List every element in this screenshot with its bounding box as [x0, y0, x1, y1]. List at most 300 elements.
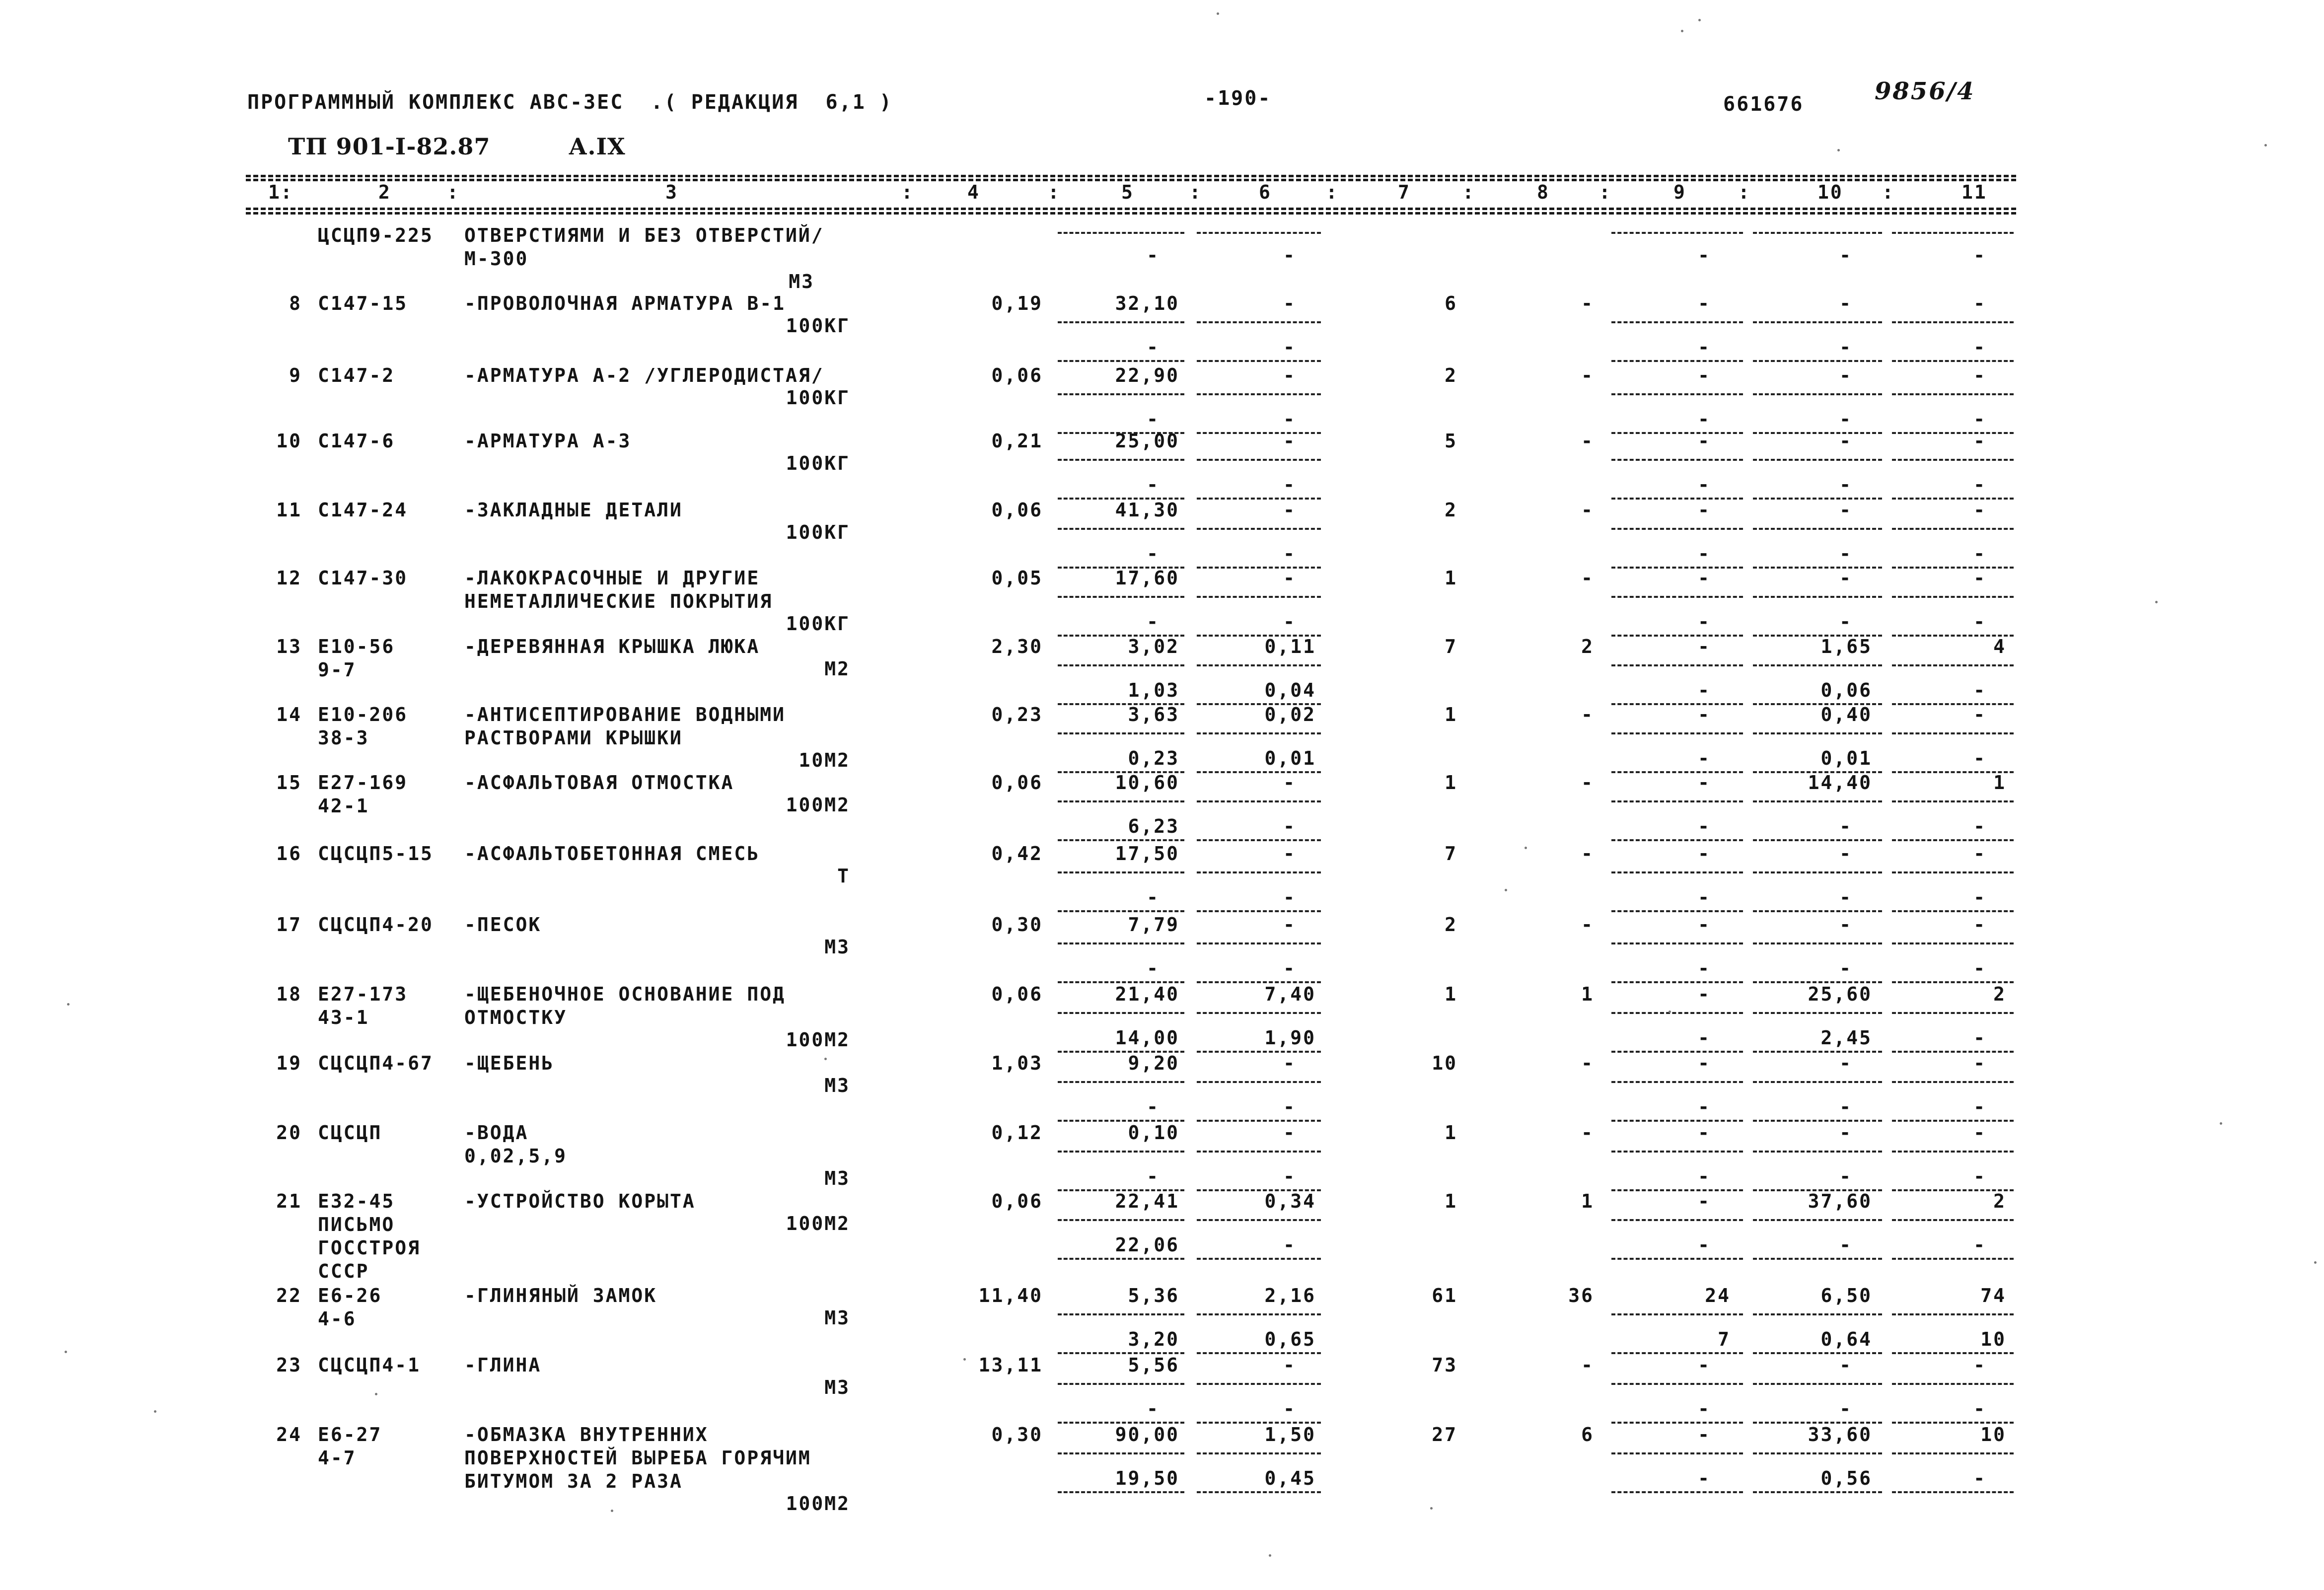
cell-c9-top: -	[1698, 1052, 1711, 1074]
cell-c9-bottom: -	[1698, 815, 1711, 837]
column-header-9: 9	[1673, 181, 1686, 203]
cell-c10-top: -	[1839, 567, 1852, 589]
cell-rule-c9	[1611, 528, 1743, 530]
row-unit: М3	[824, 1167, 850, 1189]
cell-c10-top: 37,60	[1808, 1190, 1872, 1212]
cell-col7: 7	[1445, 636, 1457, 657]
cell-col4: 0,05	[991, 567, 1043, 589]
cell-rule-c9-2	[1611, 703, 1743, 705]
cell-rule-c10	[1753, 800, 1882, 802]
cell-rule-c6	[1197, 1081, 1321, 1083]
scan-speck	[1217, 12, 1219, 15]
column-header-5: 5	[1121, 181, 1134, 203]
cell-rule-c11	[1892, 871, 2014, 873]
cell-c6-top: -	[1283, 364, 1296, 386]
cell-c11-bottom: -	[1973, 1027, 1986, 1049]
cell-c11-bottom: -	[1973, 1165, 1986, 1187]
cell-c6-bottom: 0,01	[1264, 747, 1316, 769]
cell-rule-c10	[1753, 1151, 1882, 1153]
cell-c5-bottom: -	[1147, 1096, 1160, 1118]
cell-rule-c6	[1197, 528, 1321, 530]
row-number: 22	[276, 1285, 302, 1306]
cell-rule-c5	[1058, 321, 1184, 323]
row-number: 23	[276, 1354, 302, 1376]
cell-c5: -	[1147, 244, 1160, 266]
cell-rule-c10	[1753, 1012, 1882, 1014]
cell-rule-c9	[1611, 1383, 1743, 1385]
row-number: 15	[276, 772, 302, 794]
cell-c9-bottom: -	[1698, 408, 1711, 430]
cell-c6-top: 2,16	[1264, 1285, 1316, 1306]
row-unit: М3	[824, 1075, 850, 1096]
cell-rule-c9	[1611, 1219, 1743, 1221]
cell-rule-c5	[1058, 1452, 1184, 1454]
cell-c11-bottom: -	[1973, 1096, 1986, 1118]
cell-c6-bottom: -	[1283, 408, 1296, 430]
cell-rule-c6-2	[1197, 1491, 1321, 1493]
cell-rule-c9	[1611, 732, 1743, 734]
cell-c6-top: 0,11	[1264, 636, 1316, 657]
row-unit: М2	[824, 658, 850, 680]
cell-rule-c5-2	[1058, 1258, 1184, 1260]
row-unit: 100КГ	[786, 521, 850, 543]
cell-col8: -	[1581, 914, 1594, 936]
row-code: 9-7	[318, 659, 357, 681]
scan-speck	[2155, 601, 2158, 603]
cell-rule-c9	[1611, 1081, 1743, 1083]
cell-c10-bottom: -	[1839, 474, 1852, 496]
scan-speck	[154, 1410, 156, 1413]
cell-c5-top: 22,41	[1115, 1190, 1179, 1212]
row-code: С147-15	[318, 292, 408, 314]
cell-rule-c5	[1058, 528, 1184, 530]
cell-c9-bottom: -	[1698, 543, 1711, 565]
cell-rule-c5	[1058, 393, 1184, 395]
column-separator: :	[1462, 181, 1475, 203]
cell-col7: 6	[1445, 292, 1457, 314]
cell-rule-c11-2	[1892, 839, 2014, 841]
cell-rule-c9-2	[1611, 360, 1743, 362]
cell-col4: 0,12	[991, 1122, 1043, 1144]
cell-rule-c9	[1611, 871, 1743, 873]
cell-rule-c9-2	[1611, 635, 1743, 637]
cell-rule-c10-2	[1753, 360, 1882, 362]
cell-c11-top: 2	[1993, 983, 2006, 1005]
row-unit-prev: М3	[789, 271, 814, 292]
cell-rule-c9-2	[1611, 1051, 1743, 1053]
cell-c10-top: 25,60	[1808, 983, 1872, 1005]
cell-rule-c6	[1197, 321, 1321, 323]
cell-rule-c11-2	[1892, 703, 2014, 705]
cell-rule-c5-2	[1058, 910, 1184, 912]
cell-rule-c11-2	[1892, 432, 2014, 434]
cell-c5-top: 32,10	[1115, 292, 1179, 314]
row-number: 17	[276, 914, 302, 936]
cell-c5-top: 3,63	[1128, 704, 1179, 725]
cell-col7: 1	[1445, 704, 1457, 725]
column-separator: :	[447, 181, 460, 203]
cell-c6-top: -	[1283, 567, 1296, 589]
cell-rule-c11-2	[1892, 1352, 2014, 1354]
cell-c6-bottom: 1,90	[1264, 1027, 1316, 1049]
cell-col7: 2	[1445, 364, 1457, 386]
cell-c6-bottom: 0,04	[1264, 679, 1316, 701]
cell-rule-c9	[1611, 321, 1743, 323]
cell-col7: 7	[1445, 843, 1457, 865]
cell-c5-bottom: -	[1147, 474, 1160, 496]
cell-c6-top: -	[1283, 430, 1296, 452]
cell-c6-top: -	[1283, 772, 1296, 794]
cell-rule-c10	[1753, 1313, 1882, 1315]
column-header-10: 10	[1817, 181, 1843, 203]
cell-c6-bottom: -	[1283, 1096, 1296, 1118]
cell-c5-bottom: -	[1147, 886, 1160, 908]
row-name: -ГЛИНЯНЫЙ ЗАМОК	[464, 1285, 657, 1306]
cell-rule-c10-2	[1753, 1120, 1882, 1122]
row-number: 18	[276, 983, 302, 1005]
cell-c5-top: 17,50	[1115, 843, 1179, 865]
cell-c9-top: -	[1698, 983, 1711, 1005]
cell-c9-top: -	[1698, 1354, 1711, 1376]
cell-rule-c5	[1058, 1012, 1184, 1014]
row-name: -ПЕСОК	[464, 914, 542, 936]
cell-col8: -	[1581, 1122, 1594, 1144]
cell-c6-bottom: -	[1283, 543, 1296, 565]
row-name: -АСФАЛЬТОВАЯ ОТМОСТКА	[464, 772, 734, 794]
row-unit: 100М2	[786, 1029, 850, 1051]
cell-rule-c6-2	[1197, 771, 1321, 773]
cell-rule-c5-2	[1058, 839, 1184, 841]
cell-c11-bottom: -	[1973, 611, 1986, 633]
cell-rule-c11	[1892, 393, 2014, 395]
column-separator: :	[901, 181, 914, 203]
scan-speck	[1525, 847, 1527, 849]
cell-rule-c9	[1611, 664, 1743, 666]
cell-c9-bottom: -	[1698, 474, 1711, 496]
scan-speck	[963, 1358, 966, 1361]
cell-rule-c6-2	[1197, 498, 1321, 500]
cell-rule-c10	[1753, 732, 1882, 734]
cell-col7: 10	[1432, 1052, 1457, 1074]
cell-rule-c6	[1197, 732, 1321, 734]
cell-c9-bottom: 7	[1718, 1328, 1731, 1350]
cell-col8: -	[1581, 704, 1594, 725]
row-unit: М3	[824, 936, 850, 958]
cell-rule-c11	[1892, 1313, 2014, 1315]
row-number: 24	[276, 1424, 302, 1445]
cell-c11-top: -	[1973, 1354, 1986, 1376]
doc-ref: ТП 901-I-82.87	[288, 133, 491, 160]
cell-rule-c6-2	[1197, 1258, 1321, 1260]
cell-c9-top: -	[1698, 914, 1711, 936]
cell-rule-c6-2	[1197, 1120, 1321, 1122]
cell-rule-c10-2	[1753, 910, 1882, 912]
header-bottom-rule-2	[246, 212, 2016, 215]
cell-rule-c11	[1892, 732, 2014, 734]
scan-speck	[1430, 1507, 1433, 1510]
cell-rule-c10	[1753, 528, 1882, 530]
row-unit: 100КГ	[786, 613, 850, 635]
row-code: Е27-173	[318, 983, 408, 1005]
cell-rule-c9	[1611, 800, 1743, 802]
cell-c6-top: 1,50	[1264, 1424, 1316, 1445]
cell-col4: 0,23	[991, 704, 1043, 725]
cell-rule-c11-2	[1892, 1120, 2014, 1122]
cell-c5-bottom: -	[1147, 957, 1160, 979]
cell-c11-top: 10	[1980, 1424, 2006, 1445]
scan-speck	[1669, 1011, 1671, 1013]
cell-rule-c11	[1892, 942, 2014, 944]
scan-speck	[1698, 19, 1701, 21]
cell-c10-bottom: 0,64	[1820, 1328, 1872, 1350]
cell-col8: 2	[1581, 636, 1594, 657]
cell-c10-bottom: -	[1839, 611, 1852, 633]
cell-c6-top: -	[1283, 1052, 1296, 1074]
cell-c6: -	[1283, 244, 1296, 266]
cell-c10-top: -	[1839, 499, 1852, 521]
cell-rule-c11	[1892, 596, 2014, 598]
row-number: 13	[276, 636, 302, 657]
cell-col4: 0,06	[991, 1190, 1043, 1212]
cell-rule-c10	[1753, 321, 1882, 323]
cell-c5-bottom: -	[1147, 1165, 1160, 1187]
scan-speck	[1505, 889, 1507, 891]
cell-rule-c6	[1197, 1012, 1321, 1014]
row-number: 12	[276, 567, 302, 589]
cell-col8: 36	[1568, 1285, 1594, 1306]
cell-c11-top: -	[1973, 843, 1986, 865]
cell-c11-top: 4	[1993, 636, 2006, 657]
row-name: ОТВЕРСТИЯМИ И БЕЗ ОТВЕРСТИЙ/	[464, 224, 824, 246]
cell-c10-bottom: -	[1839, 1234, 1852, 1256]
cell-rule-c6	[1197, 1151, 1321, 1153]
cell-rule-c5	[1058, 732, 1184, 734]
cell-rule-c5	[1058, 1151, 1184, 1153]
cell-c11: -	[1973, 244, 1986, 266]
scan-speck	[2264, 144, 2267, 146]
cell-col8: -	[1581, 567, 1594, 589]
cell-c6-top: 7,40	[1264, 983, 1316, 1005]
cell-c9-top: -	[1698, 364, 1711, 386]
cell-rule-c11	[1892, 664, 2014, 666]
scan-speck	[67, 1003, 70, 1006]
row-code: ЦСЦП9-225	[318, 224, 434, 246]
cell-c9-bottom: -	[1698, 886, 1711, 908]
scan-speck	[1681, 30, 1683, 32]
cell-rule-c9-2	[1611, 1120, 1743, 1122]
row-code: СЦСЦП4-1	[318, 1354, 421, 1376]
cell-c9-bottom: -	[1698, 611, 1711, 633]
scan-speck	[824, 1058, 827, 1060]
row-code: 42-1	[318, 795, 369, 817]
album-number: А.IX	[569, 133, 626, 160]
cell-c9-top: -	[1698, 636, 1711, 657]
cell-col8: -	[1581, 499, 1594, 521]
row-code: С147-30	[318, 567, 408, 589]
row-name: -ДЕРЕВЯННАЯ КРЫШКА ЛЮКА	[464, 636, 760, 657]
cell-c10-top: 6,50	[1820, 1285, 1872, 1306]
cell-c5-top: 10,60	[1115, 772, 1179, 794]
cell-c9-top: -	[1698, 430, 1711, 452]
cell-c9-bottom: -	[1698, 957, 1711, 979]
cell-rule-c11	[1892, 800, 2014, 802]
cell-rule-c9	[1611, 1313, 1743, 1315]
row-unit: 100М2	[786, 1213, 850, 1234]
cell-col8: -	[1581, 772, 1594, 794]
cell-rule-c9-2	[1611, 567, 1743, 569]
cell-c10-bottom: 2,45	[1820, 1027, 1872, 1049]
cell-c11-top: 1	[1993, 772, 2006, 794]
cell-col8: -	[1581, 1052, 1594, 1074]
row-name: -ГЛИНА	[464, 1354, 542, 1376]
cell-c11-top: -	[1973, 704, 1986, 725]
cell-col7: 1	[1445, 983, 1457, 1005]
cell-col8: -	[1581, 292, 1594, 314]
row-unit: М3	[824, 1307, 850, 1329]
cell-rule-c11	[1892, 321, 2014, 323]
cell-c9-top: -	[1698, 292, 1711, 314]
cell-col8: 1	[1581, 983, 1594, 1005]
cell-col7: 2	[1445, 499, 1457, 521]
cell-rule-c9-2	[1611, 432, 1743, 434]
cell-c9-top: -	[1698, 499, 1711, 521]
cell-col8: -	[1581, 843, 1594, 865]
cell-col7: 73	[1432, 1354, 1457, 1376]
cell-rule-c10-2	[1753, 498, 1882, 500]
cell-c5-top: 90,00	[1115, 1424, 1179, 1445]
cell-rule-c11-2	[1892, 567, 2014, 569]
cell-rule-c6-2	[1197, 839, 1321, 841]
row-code: Е6-26	[318, 1285, 382, 1306]
cell-c6-top: -	[1283, 292, 1296, 314]
cell-col4: 0,30	[991, 914, 1043, 936]
cell-c9-bottom: -	[1698, 747, 1711, 769]
cell-rule-c9	[1611, 942, 1743, 944]
cell-rule-c9	[1611, 232, 1743, 234]
cell-rule-c6-2	[1197, 567, 1321, 569]
row-name: БИТУМОМ ЗА 2 РАЗА	[464, 1470, 683, 1492]
cell-rule-c11-2	[1892, 360, 2014, 362]
cell-rule-c6-2	[1197, 432, 1321, 434]
cell-c9-top: -	[1698, 772, 1711, 794]
cell-rule-c11-2	[1892, 1491, 2014, 1493]
cell-rule-c11-2	[1892, 1258, 2014, 1260]
cell-col4: 0,06	[991, 499, 1043, 521]
cell-rule-c9-2	[1611, 1258, 1743, 1260]
cell-c5-top: 5,36	[1128, 1285, 1179, 1306]
cell-c9-bottom: -	[1698, 1467, 1711, 1489]
row-code: С147-24	[318, 499, 408, 521]
cell-rule-c11	[1892, 1383, 2014, 1385]
cell-rule-c6	[1197, 871, 1321, 873]
cell-rule-c6	[1197, 1452, 1321, 1454]
cell-rule-c11-2	[1892, 1051, 2014, 1053]
cell-rule-c9	[1611, 459, 1743, 461]
cell-c11-top: 2	[1993, 1190, 2006, 1212]
row-code: С147-6	[318, 430, 395, 452]
cell-col8: -	[1581, 1354, 1594, 1376]
column-separator: :	[1326, 181, 1339, 203]
cell-c5-bottom: 22,06	[1115, 1234, 1179, 1256]
cell-c5-top: 21,40	[1115, 983, 1179, 1005]
cell-rule-c6	[1197, 664, 1321, 666]
cell-c6-bottom: -	[1283, 886, 1296, 908]
cell-rule-c10	[1753, 1081, 1882, 1083]
cell-rule-c6-2	[1197, 360, 1321, 362]
cell-col7: 27	[1432, 1424, 1457, 1445]
cell-c10-bottom: -	[1839, 543, 1852, 565]
cell-rule-c9	[1611, 393, 1743, 395]
row-unit: М3	[824, 1376, 850, 1398]
header-bottom-rule	[246, 208, 2016, 210]
column-separator: :	[281, 181, 293, 203]
row-code: Е10-206	[318, 704, 408, 725]
row-name: -УСТРОЙСТВО КОРЫТА	[464, 1190, 696, 1212]
cell-col7: 1	[1445, 1190, 1457, 1212]
cell-c6-bottom: 0,45	[1264, 1467, 1316, 1489]
cell-c6-bottom: -	[1283, 1165, 1296, 1187]
cell-rule-c6	[1197, 459, 1321, 461]
cell-rule-c9-2	[1611, 910, 1743, 912]
cell-rule-c11	[1892, 528, 2014, 530]
cell-c11-bottom: -	[1973, 679, 1986, 701]
cell-c6-bottom: -	[1283, 1234, 1296, 1256]
cell-c10-bottom: -	[1839, 408, 1852, 430]
row-code: СССР	[318, 1260, 369, 1282]
cell-c5-bottom: -	[1147, 543, 1160, 565]
column-separator: :	[1738, 181, 1751, 203]
cell-c9-top: -	[1698, 1424, 1711, 1445]
row-code: 38-3	[318, 727, 369, 749]
row-code: СЦСЦП4-20	[318, 914, 434, 936]
cell-rule-c5	[1058, 664, 1184, 666]
cell-rule-c10	[1753, 393, 1882, 395]
cell-c9-bottom: -	[1698, 1398, 1711, 1420]
cell-c10-bottom: -	[1839, 1165, 1852, 1187]
column-header-4: 4	[967, 181, 980, 203]
row-code: СЦСЦП	[318, 1122, 382, 1144]
row-name: -АНТИСЕПТИРОВАНИЕ ВОДНЫМИ	[464, 704, 786, 725]
cell-rule-c10-2	[1753, 567, 1882, 569]
cell-rule-c5	[1058, 1383, 1184, 1385]
cell-c9-top: -	[1698, 567, 1711, 589]
cell-c11-top: -	[1973, 430, 1986, 452]
cell-rule-c5-2	[1058, 1491, 1184, 1493]
cell-c5-top: 0,10	[1128, 1122, 1179, 1144]
row-name: -АРМАТУРА А-3	[464, 430, 632, 452]
row-unit: 100КГ	[786, 452, 850, 474]
cell-c5-bottom: 3,20	[1128, 1328, 1179, 1350]
cell-c9-top: 24	[1705, 1285, 1731, 1306]
column-header-8: 8	[1537, 181, 1550, 203]
row-code: Е32-45	[318, 1190, 395, 1212]
cell-col7: 2	[1445, 914, 1457, 936]
cell-c5-bottom: 19,50	[1115, 1467, 1179, 1489]
cell-rule-c5	[1058, 871, 1184, 873]
cell-c10-bottom: -	[1839, 1398, 1852, 1420]
row-number: 16	[276, 843, 302, 865]
cell-rule-c5-2	[1058, 360, 1184, 362]
column-separator: :	[1882, 181, 1895, 203]
column-header-3: 3	[665, 181, 678, 203]
cell-c5-top: 17,60	[1115, 567, 1179, 589]
cell-col4: 0,06	[991, 983, 1043, 1005]
cell-c5-bottom: -	[1147, 611, 1160, 633]
cell-c9-bottom: -	[1698, 1027, 1711, 1049]
cell-rule-c9	[1611, 1452, 1743, 1454]
cell-rule-c10	[1753, 596, 1882, 598]
cell-rule-c10-2	[1753, 1258, 1882, 1260]
